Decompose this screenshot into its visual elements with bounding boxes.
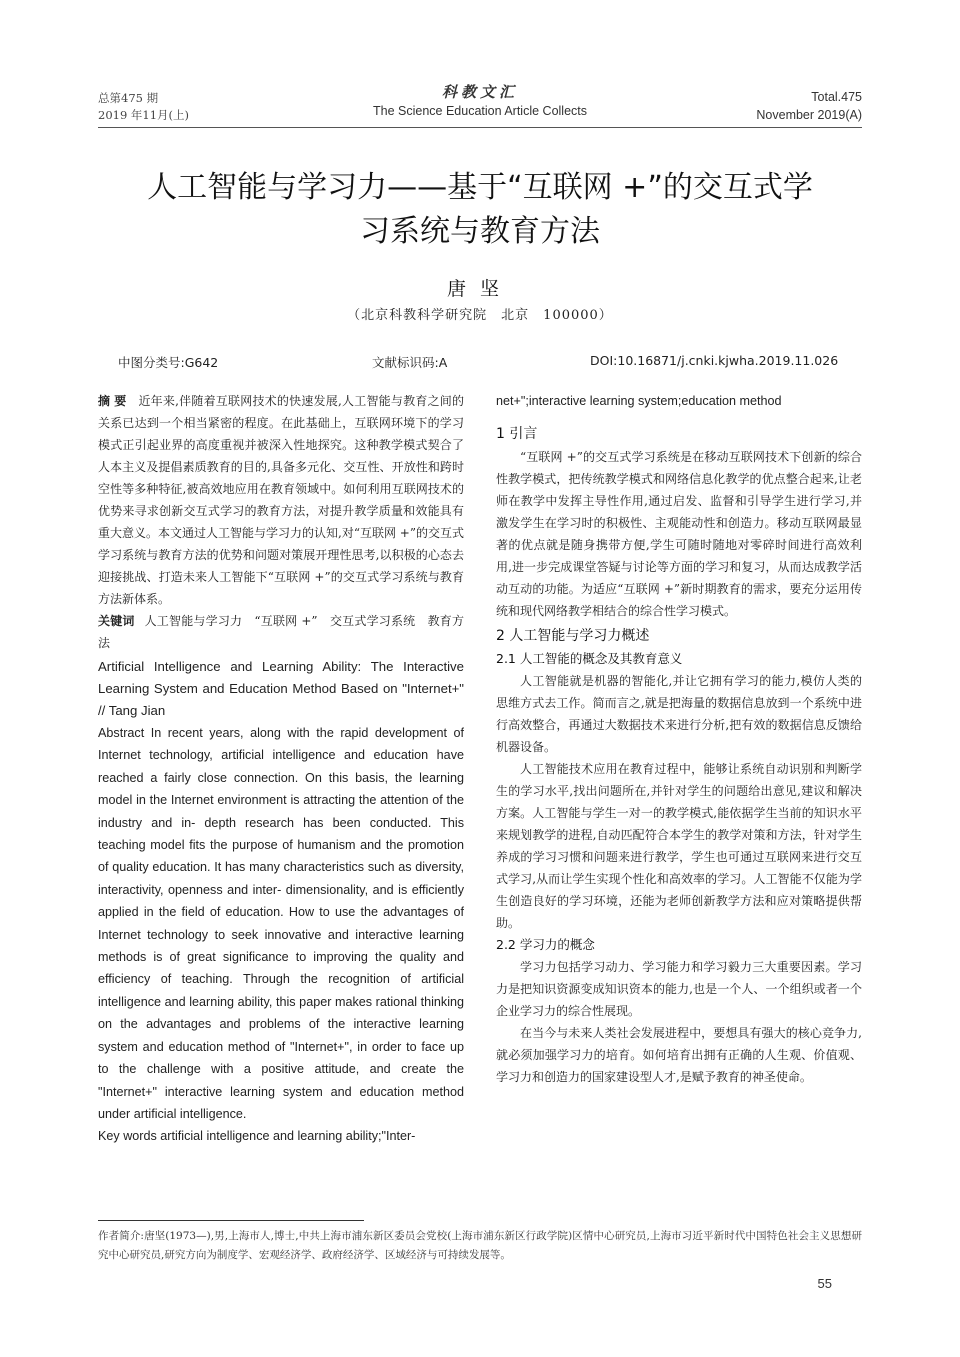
issue-number-en: Total.475 [811, 90, 862, 104]
doi-link[interactable]: DOI:10.16871/j.cnki.kjwha.2019.11.026 [590, 353, 839, 368]
classification-code: 中图分类号:G642 [118, 355, 219, 370]
english-abstract: Abstract In recent years, along with the rapid development of Internet technology, artificial intelligence and education have reached a fairly close connection. On this basis, the learning model in the Internet environment is attracting the attention of the industry and in- depth research has been conducted. This teaching model fits the purpose of humanism and the promotion of quality education. It has many characteristics such as diversity, interactivity, openness and inter- dimensionality, and is efficiently applied in the field of education. How to use the advantages of Internet technology to seek innovative and interactive learning methods is of great significance to improving the quality and efficiency of teaching. Through the recognition of artificial intelligence and learning ability, this paper makes rational thinking on the advantages and problems of the interactive learning system and education method of "Internet+", in order to face up to the challenge with a positive attitude, and create the "Internet+" interactive learning system and education method under artificial intelligence. [98, 726, 464, 1121]
issue-number-cn: 总第475 期 [98, 91, 159, 105]
article-title-line-1: 人工智能与学习力——基于“互联网 +”的交互式学 [147, 170, 813, 205]
journal-name-en: The Science Education Article Collects [373, 104, 587, 118]
english-title: Artificial Intelligence and Learning Ability: The Interactive Learning System and Education Method Based on "Internet+" // Tang Jian [98, 659, 464, 718]
english-keywords-continued: net+";interactive learning system;education method [496, 394, 782, 408]
section-2-2-heading: 2.2 学习力的概念 [496, 937, 595, 953]
keywords-label: 关键词 [98, 614, 135, 628]
section-2-1-paragraph-1: 人工智能就是机器的智能化,并让它拥有学习的能力,模仿人类的思维方式去工作。简而言之,就是把海量的数据信息放到一个系统中进行高效整合，再通过大数据技术来进行分析,把有效的数据信息反馈给机器设备。 [496, 674, 862, 755]
english-keywords: Key words artificial intelligence and learning ability;"Inter- [98, 1129, 416, 1144]
author-affiliation: （北京科教科学研究院 北京 100000） [347, 308, 613, 323]
article-title [100, 166, 860, 254]
section-1-heading: 1 引言 [496, 426, 538, 443]
journal-logo: 科教文汇 [441, 83, 518, 101]
section-2-2-paragraph-1: 学习力包括学习动力、学习能力和学习毅力三大重要因素。学习力是把知识资源变成知识资本的能力,也是一个人、一个组织或者一个企业学习力的综合性展现。 [496, 960, 862, 1019]
header-right [756, 88, 862, 124]
section-2-1-paragraph-2: 人工智能技术应用在教育过程中，能够让系统自动识别和判断学生的学习水平,找出问题所在,并针对学生的问题给出意见,建议和解决方案。人工智能与学生一对一的教学模式,能依据学生当前的知识水平来规划教学的进程,自动匹配符合本学生的教学对策和方法，针对学生养成的学习习惯和问题来进行教学，学生也可通过互联网来进行交互式学习,从而让学生实现个性化和高效率的学习。人工智能不仅能为学生创造良好的学习环境，还能为老师创新教学方法和应对策略提供帮助。 [496, 762, 862, 931]
issue-date-en: November 2019(A) [756, 108, 862, 122]
abstract-label: 摘要 [98, 394, 131, 408]
right-column [496, 390, 862, 1088]
left-column [98, 390, 464, 1148]
section-2-1-heading: 2.1 人工智能的概念及其教育意义 [496, 651, 683, 667]
section-2-heading: 2 人工智能与学习力概述 [496, 628, 650, 645]
article-title-line-2: 习系统与教育方法 [360, 214, 600, 249]
issue-date-cn: 2019 年11月(上) [98, 108, 190, 122]
header-left [98, 90, 189, 124]
abstract-cn-text: 近年来,伴随着互联网技术的快速发展,人工智能与教育之间的关系已达到一个相当紧密的程度。在此基础上，互联网环境下的学习模式正引起业界的高度重视并被深入性地探究。这种教学模式契合了人本主义及提倡素质教育的目的,具备多元化、交互性、开放性和跨时空性等多种特征,被高效地应用在教育领域中。如何利用互联网技术的优势来寻求创新交互式学习的教育方法，对提升教学质量和效能具有重大意义。本文通过人工智能与学习力的认知,对“互联网 +”的交互式学习系统与教育方法的优势和问题对策展开理性思考,以积极的心态去迎接挑战、打造未来人工智能下“互联网 +”的交互式学习系统与教育方法新体系。 [98, 394, 464, 606]
header-divider [98, 127, 862, 128]
footnote-divider [98, 1220, 364, 1221]
keywords-cn [98, 610, 464, 654]
abstract-cn [98, 390, 464, 610]
section-2-2-paragraph-2: 在当今与未来人类社会发展进程中，要想具有强大的核心竞争力,就必须加强学习力的培育。如何培育出拥有正确的人生观、价值观、学习力和创造力的国家建设型人才,是赋予教育的神圣使命。 [496, 1026, 862, 1085]
author-name: 唐坚 [446, 278, 513, 300]
document-code: 文献标识码:A [372, 355, 448, 370]
header-center [330, 82, 630, 120]
page-number: 55 [817, 1276, 832, 1291]
author-footnote: 作者简介:唐坚(1973—),男,上海市人,博士,中共上海市浦东新区委员会党校(上海市浦东新区行政学院)区情中心研究员,上海市习近平新时代中国特色社会主义思想研究中心研究员,研究方向为制度学、宏观经济学、政府经济学、区域经济与可持续发展等。 [98, 1230, 862, 1261]
section-1-paragraph: “互联网 +”的交互式学习系统是在移动互联网技术下创新的综合性教学模式，把传统教学模式和网络信息化教学的优点整合起来,让老师在教学中发挥主导性作用,通过启发、监督和引导学生进行学习,并激发学生在学习时的积极性、主观能动性和创造力。移动互联网最显著的优点就是随身携带方便,学生可随时随地对零碎时间进行高效利用,进一步完成课堂答疑与讨论等方面的学习和复习，从而达成教学活动互动的功能。为适应“互联网 +”新时期教育的需求，要充分运用传统和现代网络教学相结合的综合性学习模式。 [496, 450, 862, 619]
keywords-cn-text: 人工智能与学习力 “互联网 +” 交互式学习系统 教育方法 [98, 614, 464, 650]
